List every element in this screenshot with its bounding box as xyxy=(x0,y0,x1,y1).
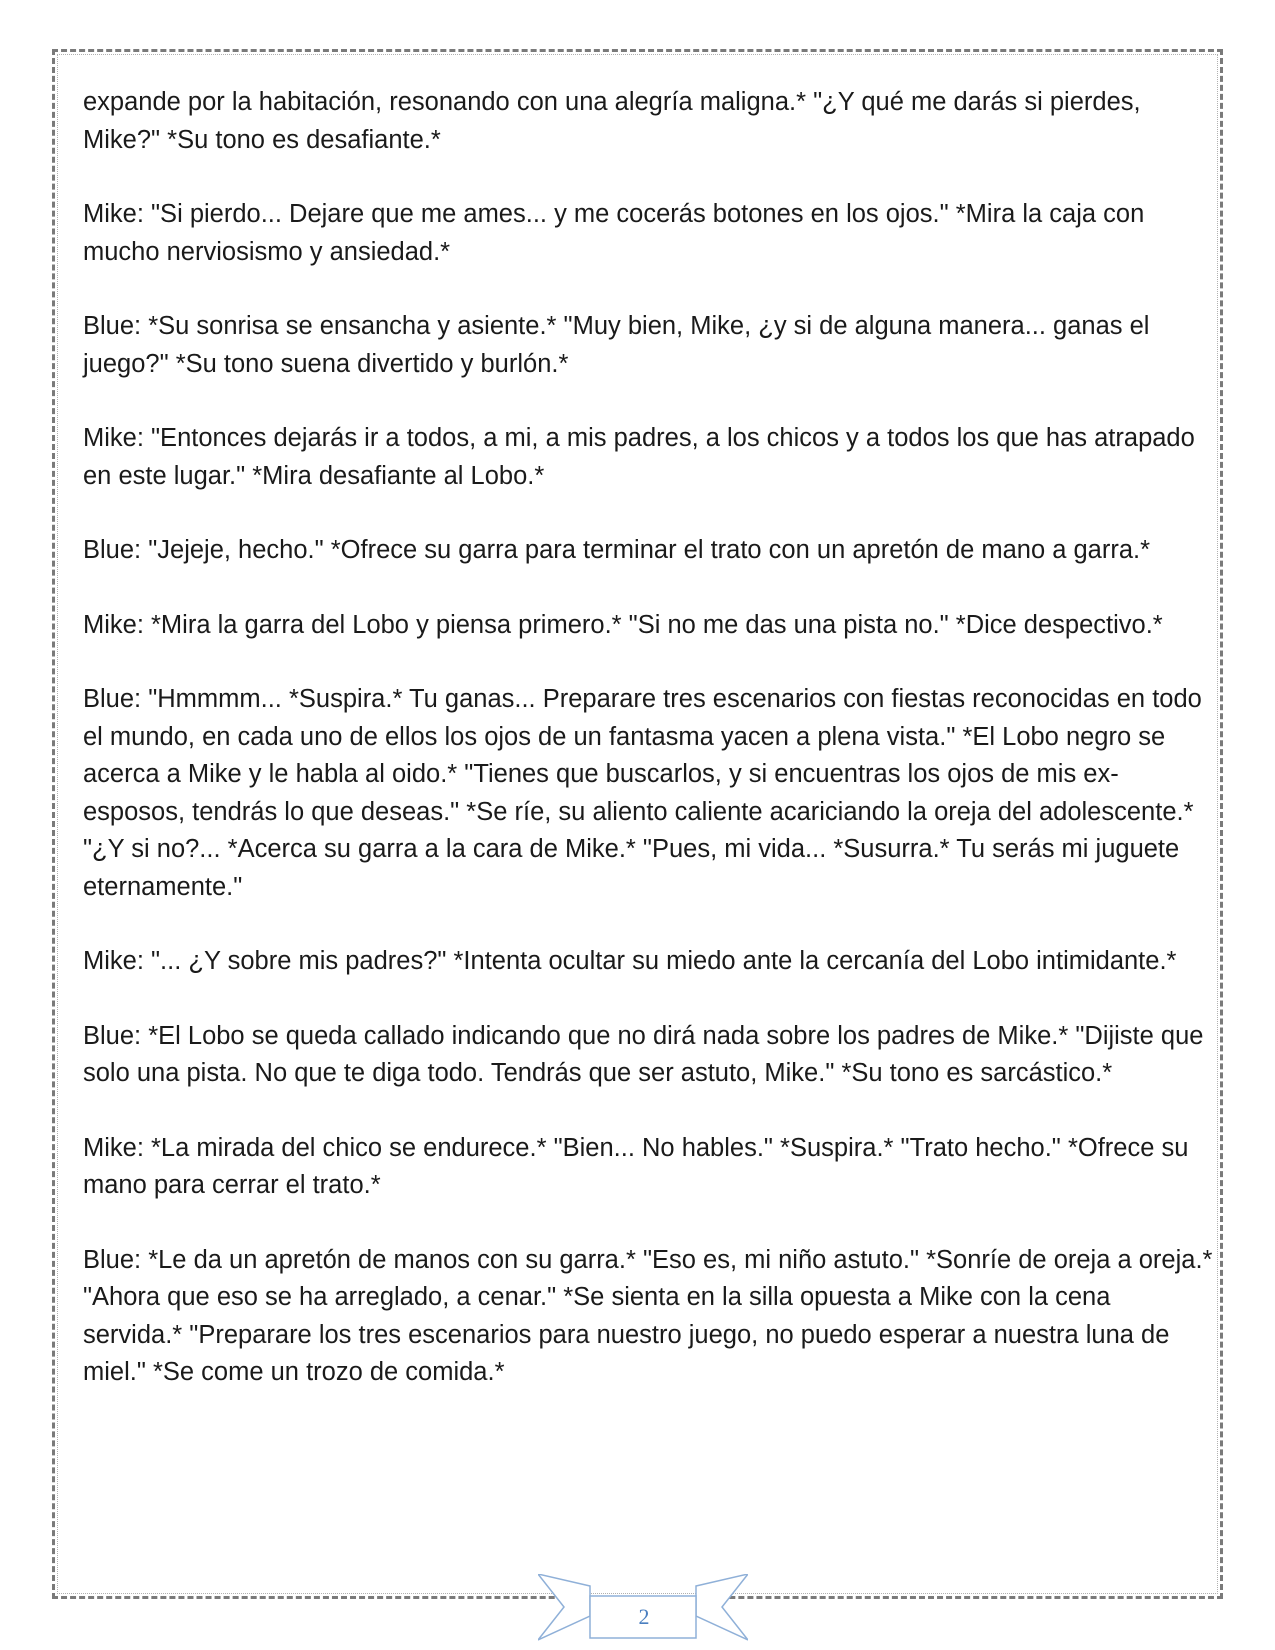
paragraph: Blue: *Su sonrisa se ensancha y asiente.* "Muy bien, Mike, ¿y si de alguna manera... ganas el juego?" *Su tono suena divertido y burlón.* xyxy=(83,312,1150,378)
paragraph: expande por la habitación, resonando con una alegría maligna.* "¿Y qué me darás si pierdes, Mike?" *Su tono es desafiante.* xyxy=(83,88,1141,154)
paragraph: Mike: "Entonces dejarás ir a todos, a mi, a mis padres, a los chicos y a todos los que has atrapado en este lugar." *Mira desafiante al Lobo.* xyxy=(83,424,1195,490)
paragraph: Mike: *Mira la garra del Lobo y piensa primero.* "Si no me das una pista no." *Dice despectivo.* xyxy=(83,610,1163,639)
page-number: 2 xyxy=(638,1604,650,1629)
paragraph: Blue: "Jejeje, hecho." *Ofrece su garra para terminar el trato con un apretón de mano a garra.* xyxy=(83,536,1151,564)
paragraph: Mike: "Si pierdo... Dejare que me ames... y me cocerás botones en los ojos." *Mira la caja con mucho nerviosismo y ansiedad.* xyxy=(83,200,1145,266)
document-body xyxy=(83,84,1213,1429)
paragraph: Blue: *Le da un apretón de manos con su garra.* "Eso es, mi niño astuto." *Sonríe de oreja a oreja.* "Ahora que eso se ha arreglado, a cenar." *Se sienta en la silla opuesta a Mike con la cena servida.* "Preparare los tres escenarios para nuestro juego, no puedo esperar a nuestra luna de miel." *Se come un trozo de comida.* xyxy=(83,1245,1213,1386)
paragraph: Blue: *El Lobo se queda callado indicando que no dirá nada sobre los padres de Mike.* "Dijiste que solo una pista. No que te diga todo. Tendrás que ser astuto, Mike." *Su tono es sarcástico.* xyxy=(83,1021,1204,1087)
paragraph: Mike: "... ¿Y sobre mis padres?" *Intenta ocultar su miedo ante la cercanía del Lobo intimidante.* xyxy=(83,947,1177,975)
paragraph: Blue: "Hmmmm... *Suspira.* Tu ganas... Preparare tres escenarios con fiestas reconocidas en todo el mundo, en cada uno de ellos los ojos de un fantasma yacen a plena vista." *El Lobo negro se acerca a Mike y le habla al oido.* "Tienes que buscarlos, y si encuentras los ojos de mis ex-esposos, tendrás lo que deseas." *Se ríe, su aliento caliente acariciando la oreja del adolescente.* "¿Y si no?... *Acerca su garra a la cara de Mike.* "Pues, mi vida... *Susurra.* Tu serás mi juguete eternamente." xyxy=(83,685,1202,901)
paragraph: Mike: *La mirada del chico se endurece.* "Bien... No hables." *Suspira.* "Trato hecho." *Ofrece su mano para cerrar el trato.* xyxy=(83,1133,1189,1199)
